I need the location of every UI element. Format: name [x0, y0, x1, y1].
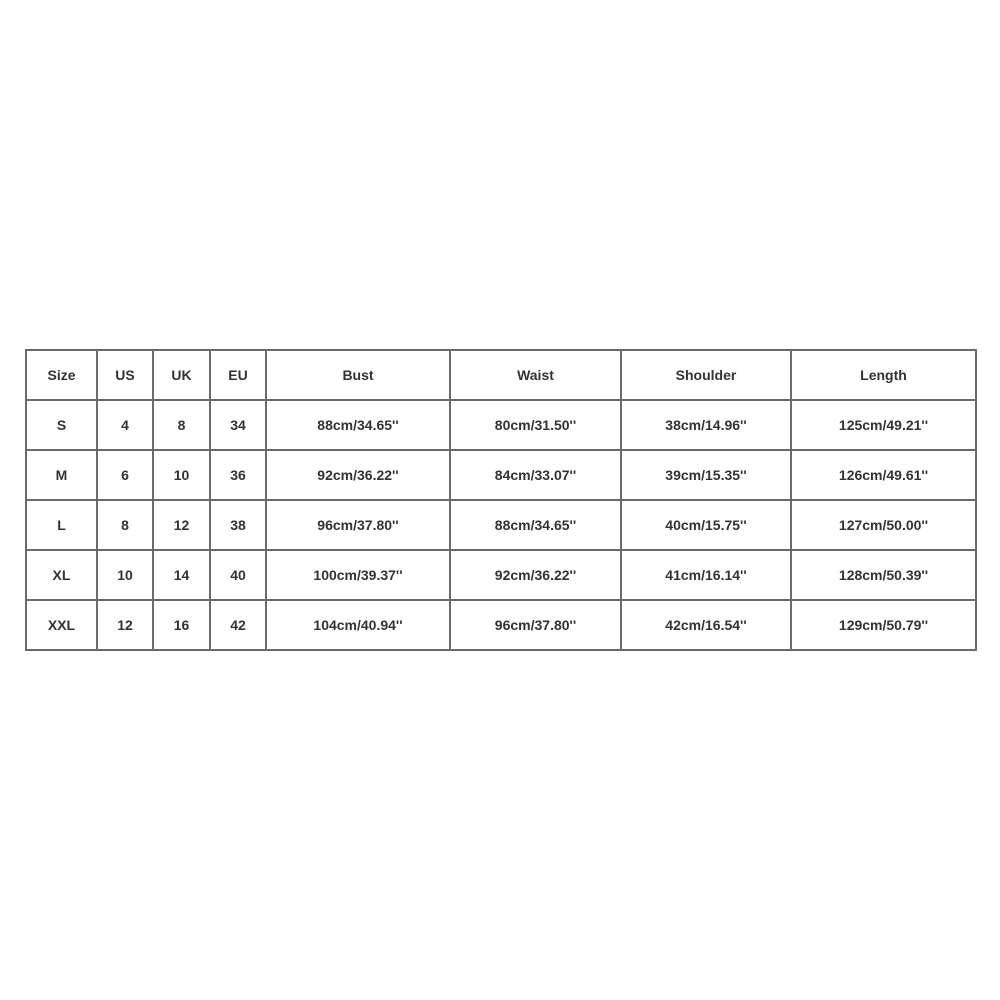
- cell-eu: 38: [210, 500, 266, 550]
- table-row: [26, 500, 976, 550]
- cell-eu: 34: [210, 400, 266, 450]
- cell-waist: 84cm/33.07'': [450, 450, 621, 500]
- cell-eu: 42: [210, 600, 266, 650]
- cell-us: 10: [97, 550, 153, 600]
- cell-us: 6: [97, 450, 153, 500]
- cell-length: 127cm/50.00'': [791, 500, 976, 550]
- cell-bust: 96cm/37.80'': [266, 500, 450, 550]
- header-us: US: [97, 350, 153, 400]
- header-eu: EU: [210, 350, 266, 400]
- cell-shoulder: 42cm/16.54'': [621, 600, 791, 650]
- cell-size: L: [26, 500, 97, 550]
- cell-uk: 14: [153, 550, 210, 600]
- cell-bust: 88cm/34.65'': [266, 400, 450, 450]
- header-length: Length: [791, 350, 976, 400]
- cell-length: 129cm/50.79'': [791, 600, 976, 650]
- cell-waist: 92cm/36.22'': [450, 550, 621, 600]
- cell-waist: 96cm/37.80'': [450, 600, 621, 650]
- table-row: [26, 450, 976, 500]
- table-row: [26, 400, 976, 450]
- cell-eu: 40: [210, 550, 266, 600]
- cell-size: XL: [26, 550, 97, 600]
- header-uk: UK: [153, 350, 210, 400]
- cell-shoulder: 40cm/15.75'': [621, 500, 791, 550]
- cell-size: M: [26, 450, 97, 500]
- cell-length: 128cm/50.39'': [791, 550, 976, 600]
- cell-uk: 8: [153, 400, 210, 450]
- cell-us: 4: [97, 400, 153, 450]
- cell-bust: 92cm/36.22'': [266, 450, 450, 500]
- header-waist: Waist: [450, 350, 621, 400]
- cell-size: S: [26, 400, 97, 450]
- cell-length: 126cm/49.61'': [791, 450, 976, 500]
- table-row: [26, 550, 976, 600]
- cell-uk: 12: [153, 500, 210, 550]
- cell-uk: 10: [153, 450, 210, 500]
- table-row: [26, 600, 976, 650]
- cell-waist: 88cm/34.65'': [450, 500, 621, 550]
- cell-shoulder: 39cm/15.35'': [621, 450, 791, 500]
- cell-uk: 16: [153, 600, 210, 650]
- cell-size: XXL: [26, 600, 97, 650]
- cell-us: 12: [97, 600, 153, 650]
- cell-shoulder: 41cm/16.14'': [621, 550, 791, 600]
- cell-shoulder: 38cm/14.96'': [621, 400, 791, 450]
- size-chart-table: [25, 349, 977, 651]
- header-size: Size: [26, 350, 97, 400]
- cell-eu: 36: [210, 450, 266, 500]
- cell-bust: 104cm/40.94'': [266, 600, 450, 650]
- cell-length: 125cm/49.21'': [791, 400, 976, 450]
- cell-waist: 80cm/31.50'': [450, 400, 621, 450]
- header-row: [26, 350, 976, 400]
- cell-us: 8: [97, 500, 153, 550]
- header-bust: Bust: [266, 350, 450, 400]
- cell-bust: 100cm/39.37'': [266, 550, 450, 600]
- header-shoulder: Shoulder: [621, 350, 791, 400]
